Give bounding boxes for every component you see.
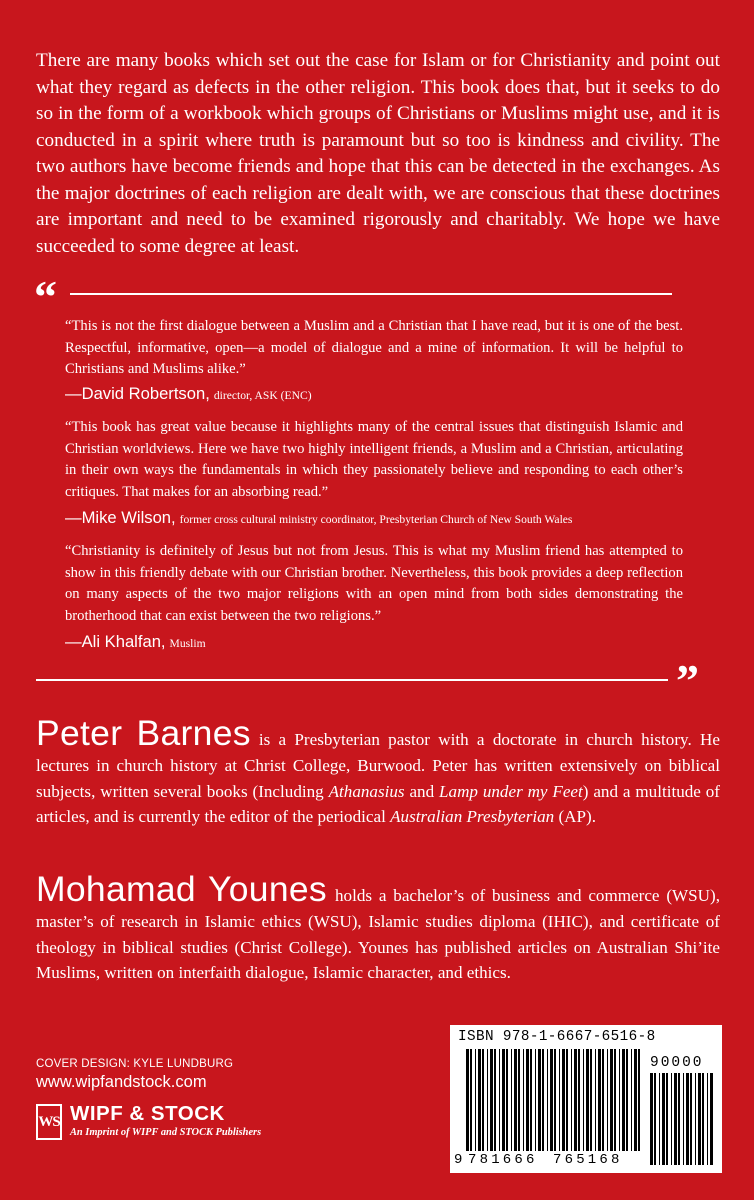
endorser-title: Muslim — [169, 637, 206, 650]
endorsement-attribution-1 — [65, 384, 312, 404]
bio-text: ) and a multitude of articles, and is currently the editor of the periodical — [36, 781, 720, 827]
bottom-divider — [36, 679, 668, 681]
bio-text: is a Presbyterian pastor with a doctorate in church history. He lectures in church history at Christ College, Burwood. Peter has written extensively on biblical subjects, written several books (Including — [36, 730, 720, 801]
bio-text: holds a bachelor’s of business and commerce (WSU), master’s of research in Islamic ethics (WSU), Islamic studies diploma (IHIC), and certificate of theology in biblical studies (Christ College). Younes has published articles on Australian Shi’ite Muslims, written on interfaith dialogue, Islamic character, and ethics. — [36, 886, 720, 983]
price-addon-digits: 90000 — [650, 1055, 704, 1071]
periodical-title: Australian Presbyterian — [390, 807, 555, 827]
isbn-text: ISBN 978-1-6667-6516-8 — [458, 1029, 656, 1045]
endorsement-text-2: “This book has great value because it highlights many of the central issues that distinguish Islamic and Christian worldviews. Here we have two highly intelligent friends, a Muslim and a Christian, articulating in their own ways the fundamentals in which they passionately believe and responding to each other’s critiques. That makes for an absorbing read.” — [65, 419, 683, 500]
endorser-name: —Ali Khalfan, — [65, 632, 166, 651]
book-title: Athanasius — [328, 781, 405, 801]
endorsement-attribution-2 — [65, 508, 572, 528]
ean-first-digit: 9 — [454, 1152, 463, 1168]
blurb-paragraph: There are many books which set out the case for Islam or for Christianity and point out what they regard as defects in the other religion. This book does that, but it seeks to do so in the form of a workbook which groups of Christians or Muslims might use, and it is conducted in a spirit where truth is paramount but so too is kindness and civility. The two authors have become friends and hope that this can be detected in the exchanges. As the major doctrines of each religion are dealt with, we are conscious that these doctrines are important and need to be examined rigorously and charitably. We hope we have succeeded to some degree at least. — [36, 50, 720, 257]
cover-design-credit: COVER DESIGN: KYLE LUNDBURG — [36, 1058, 234, 1070]
ean-right-digits: 765168 — [553, 1152, 623, 1168]
author-bio-mohamad-younes — [36, 869, 720, 986]
barcode-panel — [450, 1025, 722, 1173]
endorser-name: —David Robertson, — [65, 384, 210, 403]
author-name: Mohamad Younes — [36, 869, 327, 909]
author-name: Peter Barnes — [36, 713, 251, 753]
barcode-icon — [450, 1025, 722, 1173]
top-divider — [70, 293, 672, 295]
publisher-name: WIPF & STOCK — [70, 1102, 225, 1125]
endorsement-text-3: “Christianity is definitely of Jesus but not from Jesus. This is what my Muslim friend has attempted to show in this friendly debate with our Christian brother. Nevertheless, this book provides a deep reflection on many aspects of the two major religions with an open mind from both sides demonstrating the brotherhood that can exist between the two religions.” — [65, 543, 683, 624]
endorser-name: —Mike Wilson, — [65, 508, 176, 527]
endorsement-text-1: “This is not the first dialogue between a Muslim and a Christian that I have read, but it is one of the best. Respectful, informative, open—a model of dialogue and a mine of information. It will be helpful to Christians and Muslims alike.” — [65, 318, 683, 377]
endorsement-attribution-3 — [65, 632, 206, 652]
bio-text: and — [404, 781, 440, 801]
publisher-imprint: An Imprint of WIPF and STOCK Publishers — [70, 1127, 262, 1138]
bio-text: (AP). — [554, 807, 597, 827]
endorser-title: former cross cultural ministry coordinator, Presbyterian Church of New South Wales — [179, 513, 573, 526]
open-quote-icon: “ — [34, 271, 57, 322]
ean-left-digits: 781666 — [468, 1152, 538, 1168]
close-quote-icon: ” — [676, 655, 699, 706]
publisher-logo-icon: WS — [36, 1104, 62, 1140]
book-title: Lamp under my Feet — [439, 781, 583, 801]
author-bio-peter-barnes — [36, 713, 720, 830]
publisher-website: www.wipfandstock.com — [36, 1073, 207, 1091]
endorser-title: director, ASK (ENC) — [213, 389, 312, 402]
